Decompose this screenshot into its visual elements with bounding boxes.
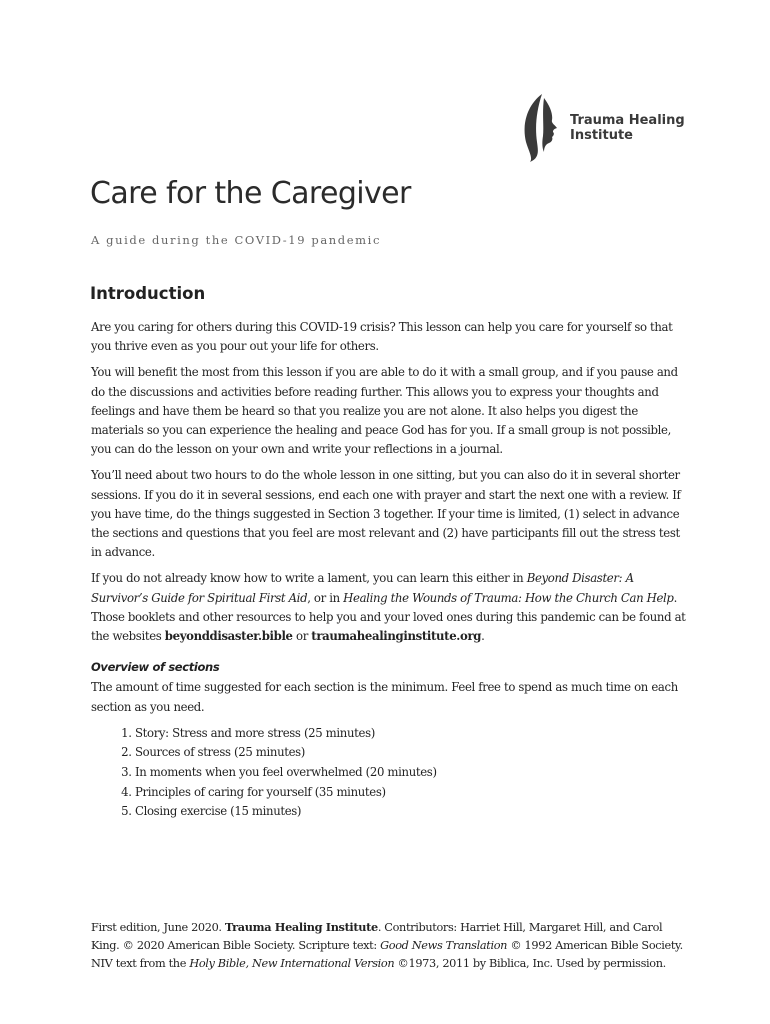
paragraph-4-text-3: . Those booklets and other resources to help you and your loved ones during this pandemic can be found at the websites [91,590,686,644]
paragraph-3: You’ll need about two hours to do the whole lesson in one sitting, but you can also do it in several shorter sessions. If you do it in several sessions, end each one with prayer and start the next one with a review. If you have time, do the things suggested in Section 3 together. If your time is limited, (1) select in advance the sections and questions that you feel are most relevant and (2) have participants fill out the stress test in advance. [91,468,681,560]
overview-intro: The amount of time suggested for each section is the minimum. Feel free to spend as much time on each section as you need. [91,680,678,714]
footer-credits [91,918,691,973]
face-profile-logo-icon [520,92,564,164]
list-item: 5. Closing exercise (15 minutes) [135,802,691,822]
section-heading-introduction: Introduction [90,284,206,303]
paragraph-2: You will benefit the most from this lesson if you are able to do it with a small group, and if you pause and do the discussions and activities before reading further. This allows you to express your thoughts and feelings and have them be heard so that you realize you are not alone. It also helps you digest the materials so you can experience the healing and peace God has for you. If a small group is not possible, you can do the lesson on your own and write your reflections in a journal. [91,365,678,457]
footer-text-3: © 1992 American Bible Society. NIV text from the [91,939,683,970]
footer-gnt: Good News Translation [380,939,508,952]
book-title-healing-wounds: Healing the Wounds of Trauma: How the Church Can Help [343,590,674,605]
page-title: Care for the Caregiver [90,176,411,211]
paragraph-4-text-4: or [292,629,312,644]
logo-line-1: Trauma Healing [570,113,685,128]
paragraph-1: Are you caring for others during this COVID-19 crisis? This lesson can help you care for yourself so that you thrive even as you pour out your life for others. [91,320,673,354]
paragraph-4 [91,569,691,646]
list-item: 2. Sources of stress (25 minutes) [135,743,691,763]
paragraph-4-text-2: , or in [307,590,344,605]
sections-list [91,724,691,822]
website-traumahealinginstitute: traumahealinginstitute.org [311,629,482,644]
list-item: 3. In moments when you feel overwhelmed (20 minutes) [135,763,691,783]
footer-text-4: ©1973, 2011 by Biblica, Inc. Used by permission. [394,957,666,970]
document-body [91,318,691,822]
trauma-healing-institute-logo [520,92,690,164]
footer-text-1: First edition, June 2020. [91,921,225,934]
book-title-beyond-disaster: Beyond Disaster: A Survivor’s Guide for Spiritual First Aid [91,571,634,605]
footer-org-name: Trauma Healing Institute [224,920,378,934]
logo-line-2: Institute [570,128,634,143]
footer-niv: Holy Bible, New International Version [189,957,395,970]
footer-text-2: . Contributors: Harriet Hill, Margaret Hill, and Carol King. © 2020 American Bible Society. Scripture text: [91,921,663,952]
overview-heading: Overview of sections [91,660,220,675]
website-beyonddisaster: beyonddisaster.bible [164,629,293,644]
logo-text [570,113,685,143]
page-subtitle: A guide during the COVID-19 pandemic [91,233,381,247]
list-item: 4. Principles of caring for yourself (35 minutes) [135,783,691,803]
list-item: 1. Story: Stress and more stress (25 minutes) [135,724,691,744]
paragraph-4-text-5: . [481,629,485,644]
paragraph-4-text-1: If you do not already know how to write a lament, you can learn this either in [91,571,527,586]
